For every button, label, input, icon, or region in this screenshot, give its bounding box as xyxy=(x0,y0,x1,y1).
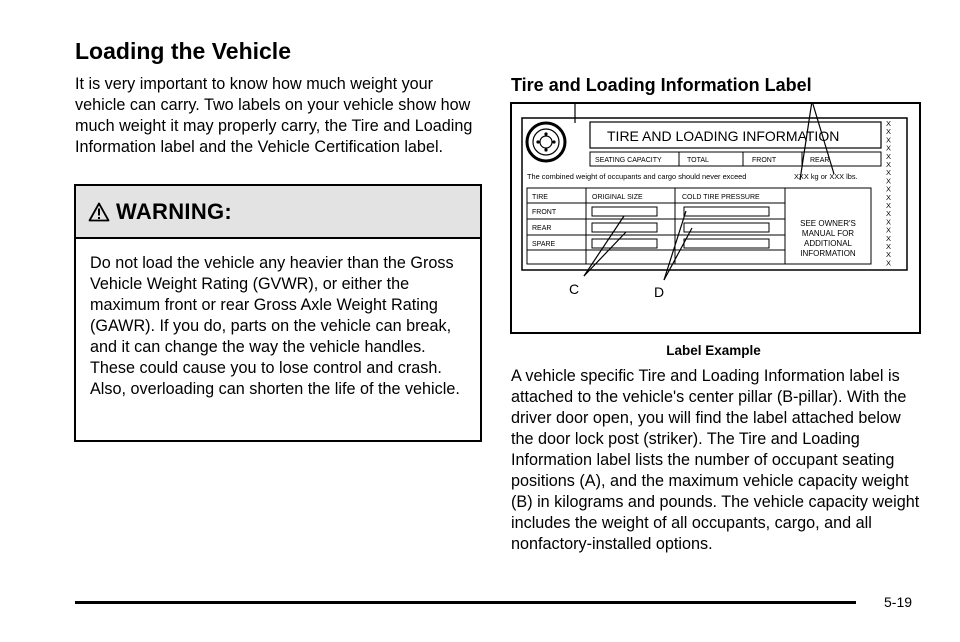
side-marks xyxy=(886,119,891,267)
side-mark: X xyxy=(886,151,892,161)
warning-text: Do not load the vehicle any heavier than the Gross Vehicle Weight Rating (GVWR), or either the maximum front or rear Gross Axle Weight Rating (GAWR). If you do, parts on the vehicle can break, and it can change the way the vehicle handles. These could cause you to lose control and crash. Also, overloading can shorten the life of the vehicle. xyxy=(90,254,460,398)
table-row-front: FRONT xyxy=(532,209,557,216)
table-row-rear: REAR xyxy=(532,225,552,232)
side-mark: X xyxy=(886,135,892,145)
front-label: FRONT xyxy=(752,157,777,164)
side-mark: X xyxy=(886,127,892,137)
see-owners-line-2: MANUAL FOR xyxy=(801,229,855,238)
side-mark: X xyxy=(886,217,892,227)
total-label: TOTAL xyxy=(687,157,709,164)
tire-label-diagram xyxy=(510,102,921,334)
callout-d: D xyxy=(654,284,665,300)
side-mark: X xyxy=(886,143,892,153)
side-mark: X xyxy=(886,242,892,251)
page-number: 5-19 xyxy=(884,594,913,610)
side-mark: X xyxy=(886,119,892,128)
footer-rule xyxy=(75,601,856,604)
warning-triangle-icon xyxy=(88,202,110,222)
see-owners-line-4: INFORMATION xyxy=(800,249,856,258)
rear-label: REAR xyxy=(810,157,830,164)
side-mark: X xyxy=(886,225,892,235)
tire-label-illustration xyxy=(512,104,919,332)
table-header-tire: TIRE xyxy=(532,194,548,201)
side-mark: X xyxy=(886,250,892,260)
combined-weight-text: The combined weight of occupants and cargo should never exceed xyxy=(527,172,747,181)
see-owners-line-3: ADDITIONAL xyxy=(803,239,853,248)
label-description-paragraph: A vehicle specific Tire and Loading Information label is attached to the vehicle's center pillar (B-pillar). With the driver door open, you will find the label attached below the door lock post (striker). The Tire and Loading Information label lists the number of occupant seating positions (A), and the maximum vehicle capacity weight (B) in kilograms and pounds. The vehicle capacity weight includes the weight of all occupants, cargo, and all nonfactory-installed options. xyxy=(511,367,920,553)
warning-box xyxy=(74,184,482,442)
label-section-title: Tire and Loading Information Label xyxy=(511,75,812,95)
tire-icon xyxy=(527,123,565,161)
side-mark: X xyxy=(886,209,892,219)
side-mark: X xyxy=(886,192,892,202)
side-mark: X xyxy=(886,233,892,243)
side-mark: X xyxy=(886,168,892,178)
callout-c: C xyxy=(569,281,580,297)
side-mark: X xyxy=(886,160,892,169)
side-mark: X xyxy=(886,201,892,210)
warning-title: WARNING: xyxy=(116,198,233,224)
see-owners-line-1: SEE OWNER'S xyxy=(800,219,856,228)
table-header-size: ORIGINAL SIZE xyxy=(592,194,643,201)
weight-value: XXX kg or XXX lbs. xyxy=(794,172,858,181)
table-row-spare: SPARE xyxy=(532,241,556,248)
side-mark: X xyxy=(886,184,892,194)
side-mark: X xyxy=(886,176,892,186)
intro-paragraph: It is very important to know how much weight your vehicle can carry. Two labels on your vehicle show how much weight it may properly carry, the Tire and Loading Information label and the Vehicle Certification label. xyxy=(75,75,473,156)
warning-header xyxy=(76,186,480,239)
seating-capacity-label: SEATING CAPACITY xyxy=(595,157,662,164)
figure-caption: Label Example xyxy=(666,343,761,358)
section-title: Loading the Vehicle xyxy=(75,38,291,64)
side-mark: X xyxy=(886,258,892,268)
table-header-pressure: COLD TIRE PRESSURE xyxy=(682,194,760,201)
label-title: TIRE AND LOADING INFORMATION xyxy=(607,128,840,144)
